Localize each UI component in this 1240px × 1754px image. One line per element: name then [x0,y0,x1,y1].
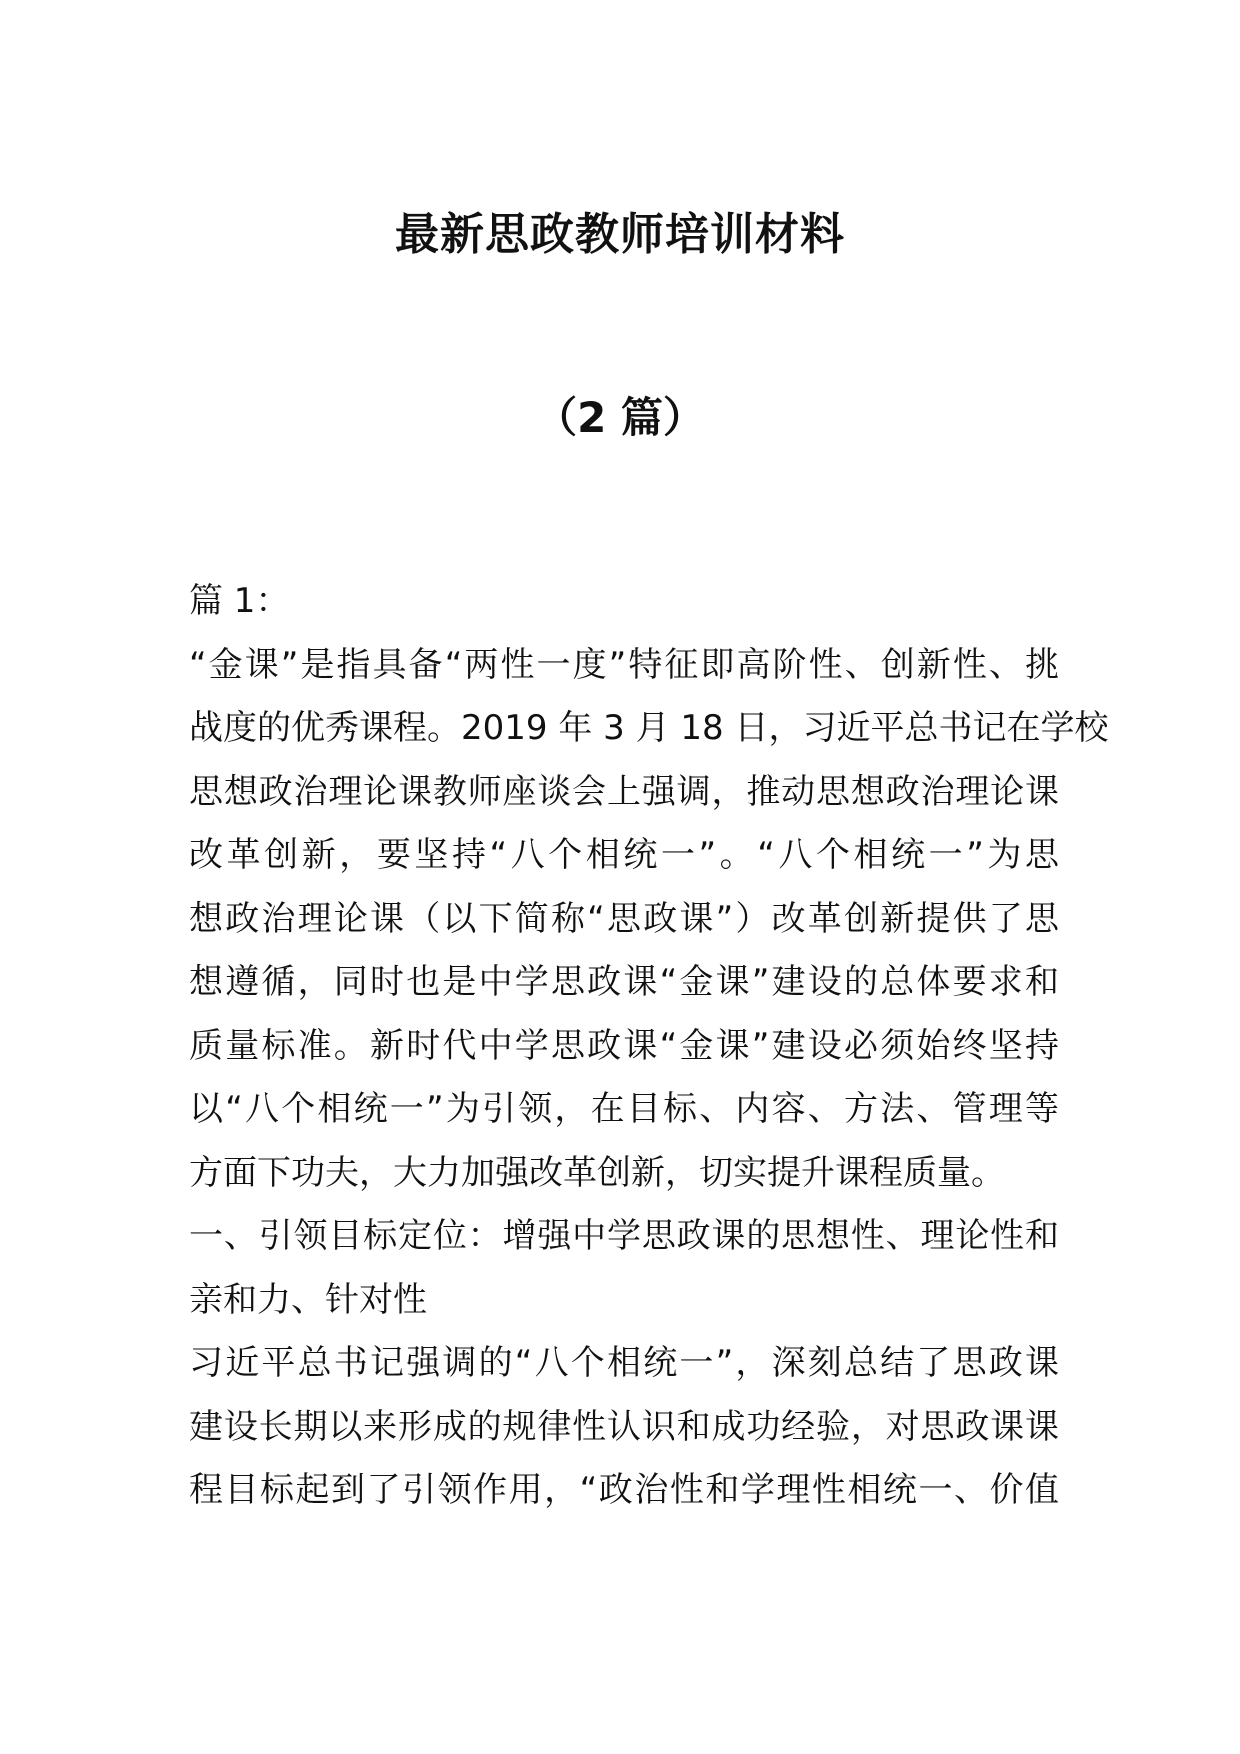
paragraph-line: 想遵循，同时也是中学思政课“金课”建设的总体要求和 [189,962,1059,1002]
heading-line: 一、引领目标定位：增强中学思政课的思想性、理论性和 [189,1216,1059,1256]
paragraph-line: 思想政治理论课教师座谈会上强调，推动思想政治理论课 [189,771,1059,812]
section-label: 篇 1： [189,581,290,621]
paragraph-line: 建设长期以来形成的规律性认识和成功经验，对思政课课 [189,1406,1059,1447]
document-subtitle: （2 篇） [535,393,705,442]
paragraph-line: 战度的优秀课程。2019 年 3 月 18 日，习近平总书记在学校 [189,708,1109,748]
paragraph-line: 质量标准。新时代中学思政课“金课”建设必须始终坚持 [189,1025,1059,1066]
document-body [189,570,1109,1523]
paragraph-line: “金课”是指具备“两性一度”特征即高阶性、创新性、挑 [189,644,1059,685]
paragraph-line: 以“八个相统一”为引领，在目标、内容、方法、管理等 [189,1089,1059,1129]
paragraph-line: 程目标起到了引领作用，“政治性和学理性相统一、价值 [189,1470,1059,1510]
paragraph-line: 改革创新，要坚持“八个相统一”。“八个相统一”为思 [189,835,1059,875]
paragraph-line: 方面下功夫，大力加强改革创新，切实提升课程质量。 [189,1152,1005,1193]
heading-line: 亲和力、针对性 [189,1279,427,1320]
paragraph-line: 习近平总书记强调的“八个相统一”，深刻总结了思政课 [189,1343,1059,1383]
paragraph-line: 想政治理论课（以下简称“思政课”）改革创新提供了思 [189,898,1059,939]
document-title: 最新思政教师培训材料 [395,209,845,260]
